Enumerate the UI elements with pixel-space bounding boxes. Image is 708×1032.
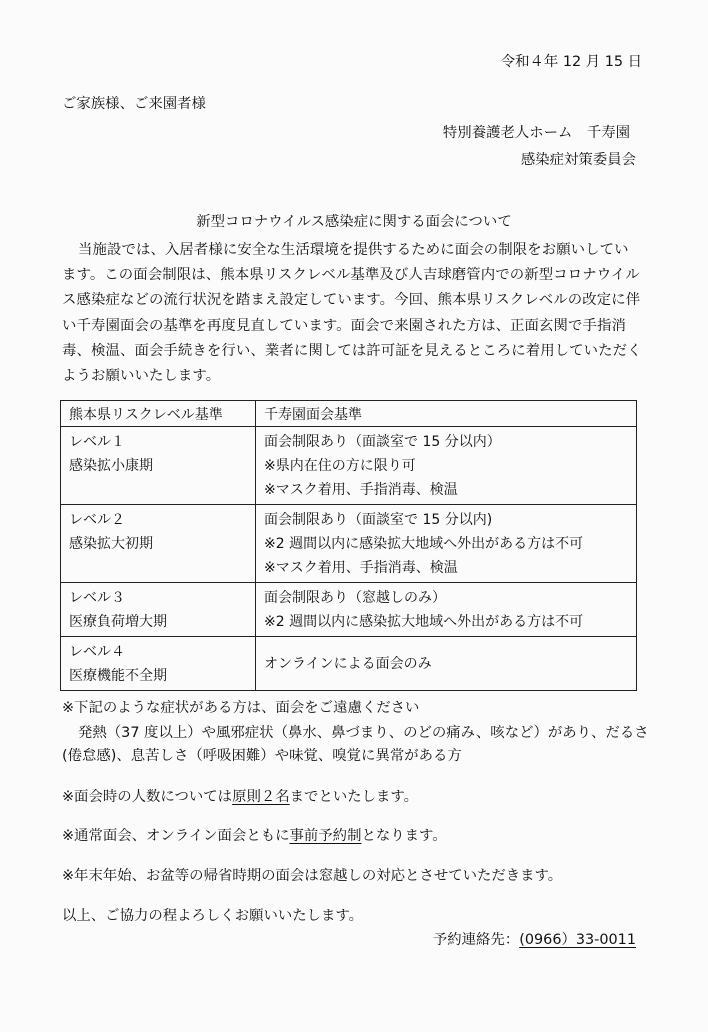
organization-name: 特別養護老人ホーム 千寿園 (442, 125, 630, 141)
risk-level-cell (61, 505, 256, 583)
criteria-cell (256, 427, 637, 505)
contact-label: 予約連絡先： (432, 932, 520, 948)
intro-paragraph: 当施設では、入居者様に安全な生活環境を提供するために面会の制限をお願いしています。この面会制限は、熊本県リスクレベル基準及び人吉球磨管内での新型コロナウイルス感染症などの流行状況を踏まえ設定しています。今回、熊本県リスクレベルの改定に伴い千寿園面会の基準を再度見直しています。面会で来園された方は、正面玄関で手指消毒、検温、面会手続きを行い、業者に関しては許可証を見えるところに着用していただくようお願いいたします。 (62, 242, 642, 385)
contact-line (433, 928, 636, 949)
recipient-line: ご家族様、ご来園者様 (62, 96, 206, 112)
table-row (61, 505, 637, 583)
phase-label: 医療機能不全期 (69, 668, 167, 684)
rule-line: オンラインによる面会のみ (264, 656, 432, 672)
risk-level-cell (61, 583, 256, 637)
rule-line: 面会制限あり（窓越しのみ） (264, 590, 446, 606)
level-label: レベル４ (69, 644, 125, 660)
header-risk-level: 熊本県リスクレベル基準 (61, 401, 256, 427)
level-label: レベル３ (69, 590, 125, 606)
rule-line: ※マスク着用、手指消毒、検温 (264, 482, 458, 498)
table-row (61, 427, 637, 505)
holiday-note: ※年末年始、お盆等の帰省時期の面会は窓越しの対応とさせていただきます。 (62, 868, 563, 884)
reservation-note (62, 824, 447, 845)
note-text: ※面会時の人数については (62, 789, 233, 805)
rule-line: ※マスク着用、手指消毒、検温 (264, 560, 458, 576)
table-row (61, 583, 637, 637)
document-date: 令和４年 12 月 15 日 (500, 54, 642, 70)
phase-label: 感染拡大初期 (69, 536, 153, 552)
rule-line: 面会制限あり（面談室で 15 分以内) (264, 512, 493, 528)
document-title: 新型コロナウイルス感染症に関する面会について (196, 214, 512, 230)
closing-line: 以上、ご協力の程よろしくお願いいたします。 (62, 908, 364, 924)
visit-criteria-table (60, 400, 637, 691)
risk-level-cell (61, 637, 256, 691)
visitor-count-note (62, 785, 418, 806)
rule-line: ※県内在住の方に限り可 (264, 458, 416, 474)
phase-label: 感染拡小康期 (69, 458, 153, 474)
note-text: となります。 (361, 828, 447, 844)
level-label: レベル２ (69, 512, 125, 528)
note-emphasis: 原則２名 (232, 789, 290, 805)
symptoms-line: (倦怠感)、息苦しさ（呼吸困難）や味覚、嗅覚に異常がある方 (62, 748, 462, 764)
table-row (61, 637, 637, 691)
criteria-cell (256, 505, 637, 583)
note-text: までといたします。 (289, 789, 419, 805)
committee-name: 感染症対策委員会 (520, 152, 636, 168)
symptoms-heading: ※下記のような症状がある方は、面会をご遠慮ください (62, 700, 420, 716)
header-visit-criteria: 千寿園面会基準 (256, 401, 637, 427)
criteria-cell (256, 583, 637, 637)
symptoms-line: 発熱（37 度以上）や風邪症状（鼻水、鼻づまり、のどの痛み、咳など）があり、だるさ (78, 725, 649, 741)
note-emphasis: 事前予約制 (289, 828, 362, 844)
rule-line: ※2 週間以内に感染拡大地域へ外出がある方は不可 (264, 614, 584, 630)
criteria-cell (256, 637, 637, 691)
level-label: レベル１ (69, 434, 125, 450)
note-text: ※通常面会、オンライン面会ともに (62, 828, 290, 844)
table-header-row (61, 401, 637, 427)
phase-label: 医療負荷増大期 (69, 614, 167, 630)
rule-line: 面会制限あり（面談室で 15 分以内） (264, 434, 501, 450)
rule-line: ※2 週間以内に感染拡大地域へ外出がある方は不可 (264, 536, 584, 552)
risk-level-cell (61, 427, 256, 505)
contact-number: (0966）33-0011 (519, 932, 636, 948)
